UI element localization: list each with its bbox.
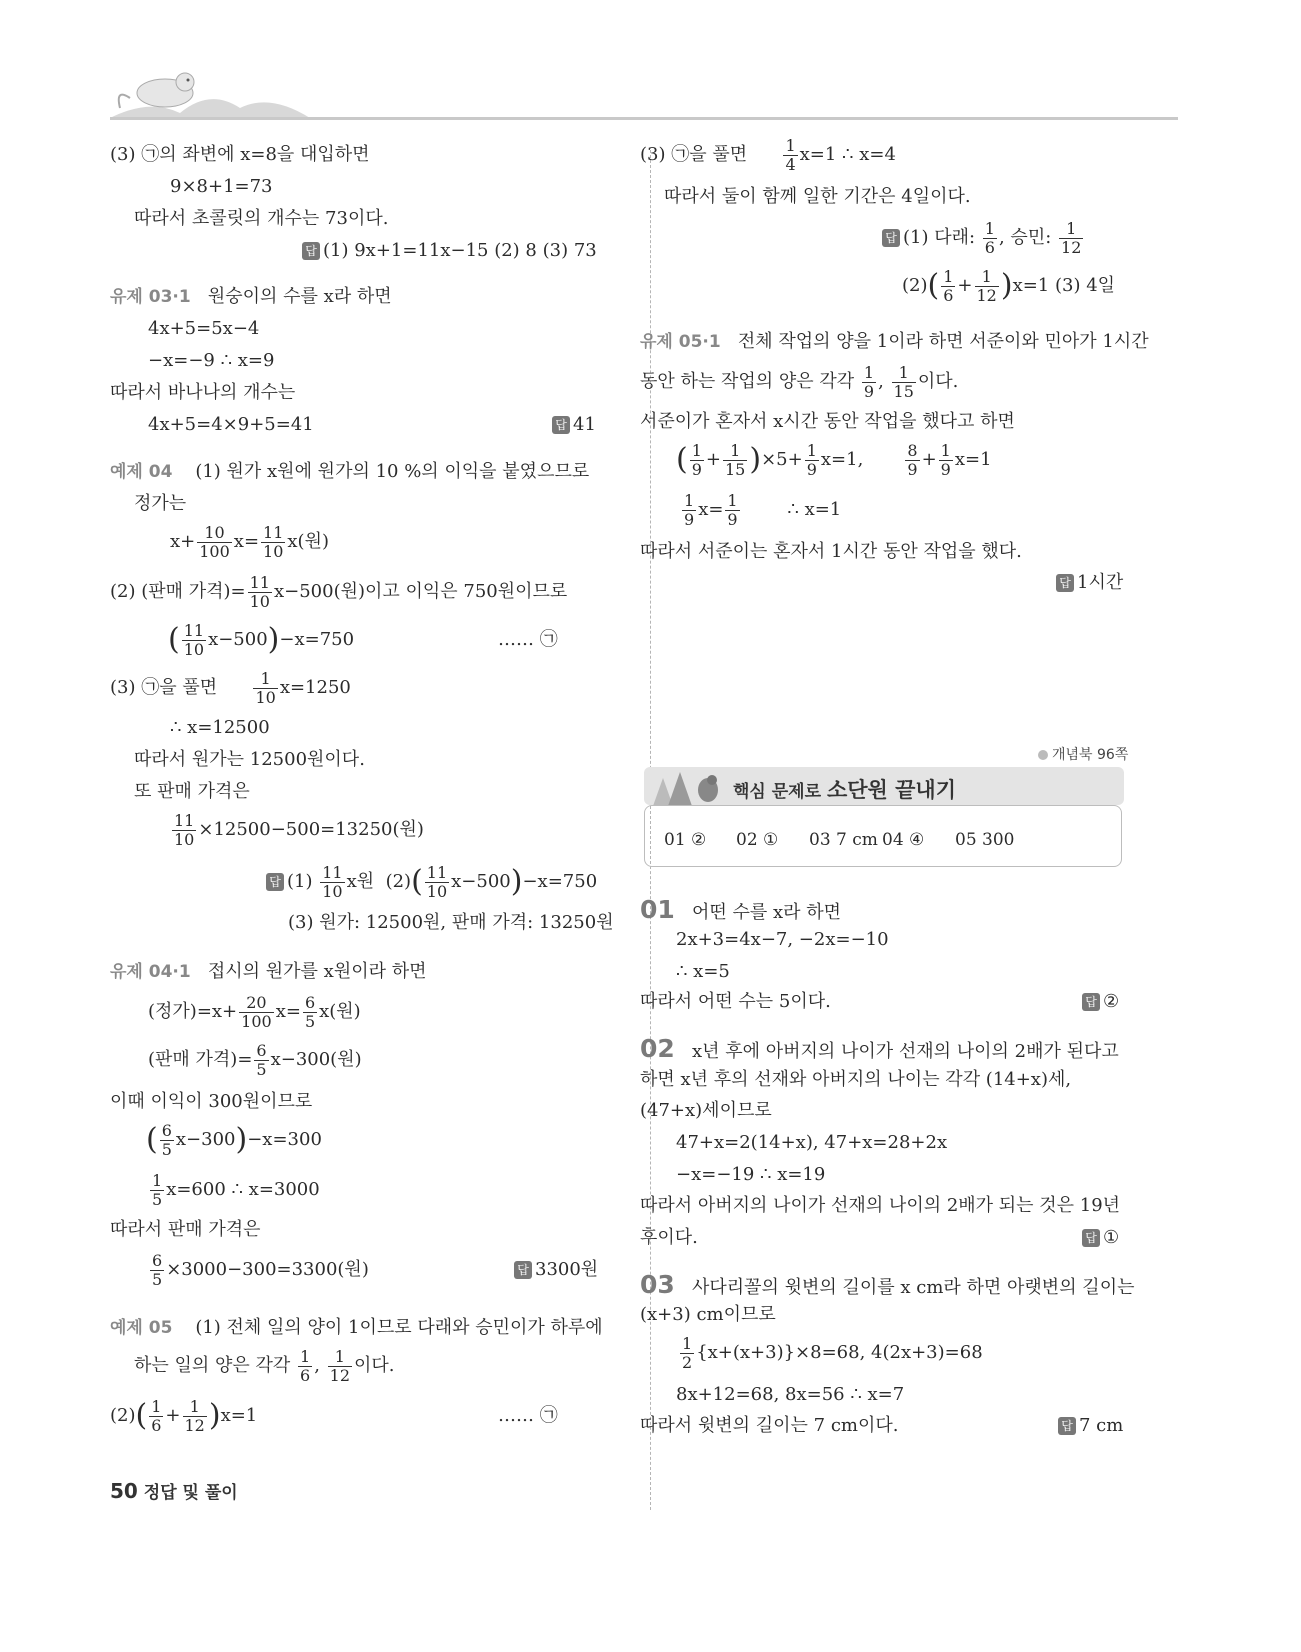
fraction: $\frac{1}{10}$ (255, 668, 276, 707)
text-line: 정가는 (134, 493, 187, 514)
answer-icon: 답 (514, 1261, 532, 1279)
fraction: $\frac{6}{5}$ (304, 992, 316, 1031)
answer-line: 답 7 cm (1058, 1414, 1123, 1438)
question-number: 03 (640, 1270, 675, 1299)
page-footer (110, 1478, 238, 1503)
text-line: 따라서 서준이는 혼자서 1시간 동안 작업을 했다. (640, 541, 1022, 562)
text-line: 따라서 원가는 12500원이다. (134, 749, 365, 770)
page-number: 50 (110, 1479, 138, 1503)
equation-line: $\frac{1}{2}$ {x+(x+3)}×8=68, 4(2x+3)=68 (682, 1333, 983, 1372)
equation-line: ( $\frac{1}{9}$ + $\frac{1}{15}$ )×5+ $\frac{1}{9}$ x=1, $\frac{8}{9}$ + $\frac{1}{9}$ x=1 (676, 440, 992, 479)
answer-line: 답 3300원 (514, 1258, 598, 1282)
text-line: 따라서 둘이 함께 일한 기간은 4일이다. (664, 186, 971, 207)
text-line: 따라서 바나나의 개수는 (110, 382, 296, 403)
equation-line: −x=−19 ∴ x=19 (676, 1164, 826, 1185)
fraction: $\frac{1}{2}$ (682, 1333, 693, 1372)
fraction: $\frac{1}{9}$ (863, 362, 875, 401)
text-line: 동안 하는 작업의 양은 각각 $\frac{1}{9}$ , $\frac{1}{15}$ 이다. (640, 362, 959, 401)
answer-icon: 답 (1058, 1417, 1076, 1435)
fraction: $\frac{1}{6}$ (984, 218, 995, 257)
answer-summary-item: 01 ② (664, 830, 707, 850)
answer-line: 답 (1) 다래: $\frac{1}{6}$ , 승민: $\frac{1}{12}$ (882, 218, 1085, 258)
equation-line: $\frac{1}{9}$ x= $\frac{1}{9}$ ∴ x=1 (684, 490, 842, 529)
text-line: (47+x)세이므로 (640, 1100, 772, 1121)
equation-line: (2) (판매 가격)= $\frac{11}{10}$ x−500(원)이고 이익은 750원이므로 (110, 572, 568, 611)
equation-line: −x=−9 ∴ x=9 (148, 350, 275, 371)
answer-line: (3) 원가: 12500원, 판매 가격: 13250원 (288, 912, 614, 933)
fraction: $\frac{1}{6}$ (300, 1346, 311, 1385)
question-number: 01 (640, 895, 675, 924)
equation-tag: …… ㉠ (498, 629, 558, 650)
footer-section: 정답 및 풀이 (143, 1483, 238, 1503)
fraction: $\frac{1}{5}$ (152, 1170, 163, 1209)
answer-summary-item: 03 7 cm (809, 830, 878, 850)
fraction: $\frac{11}{10}$ (426, 862, 448, 901)
fraction: $\frac{1}{12}$ (329, 1346, 351, 1385)
fraction: $\frac{1}{9}$ (691, 440, 702, 479)
fraction: $\frac{20}{100}$ (241, 992, 272, 1031)
fraction: $\frac{1}{12}$ (976, 266, 997, 305)
equation-line: (정가)=x+ $\frac{20}{100}$ x= $\frac{6}{5}$ x(원) (148, 992, 361, 1031)
equation-tag: …… ㉠ (498, 1405, 558, 1426)
equation-line: 9×8+1=73 (170, 176, 273, 197)
fraction: $\frac{1}{6}$ (151, 1396, 162, 1435)
text-line: 하면 x년 후의 선재와 아버지의 나이는 각각 (14+x)세, (640, 1069, 1072, 1090)
equation-line: (3) ㉠을 풀면 $\frac{1}{4}$ x=1 ∴ x=4 (640, 135, 896, 174)
text-line: 서준이가 혼자서 x시간 동안 작업을 했다고 하면 (640, 411, 1015, 432)
equation-line: 47+x=2(14+x), 47+x=28+2x (676, 1132, 948, 1153)
text-line: 후이다. (640, 1227, 698, 1248)
fraction: $\frac{11}{10}$ (174, 810, 195, 849)
answer-icon: 답 (1082, 993, 1100, 1011)
fraction: $\frac{8}{9}$ (907, 440, 918, 479)
problem-header: 유제 03·1 원숭이의 수를 x라 하면 (110, 286, 392, 307)
answer-summary-item: 02 ① (736, 830, 779, 850)
equation-line: (2)( $\frac{1}{6}$ + $\frac{1}{12}$ )x=1 (110, 1396, 258, 1435)
equation-line: 4x+5=5x−4 (148, 318, 260, 339)
fraction: $\frac{6}{5}$ (256, 1040, 267, 1079)
equation-line: ( $\frac{11}{10}$ x−500)−x=750 (168, 620, 355, 659)
fraction: $\frac{1}{15}$ (725, 440, 746, 479)
fraction: $\frac{1}{4}$ (785, 135, 796, 174)
problem-label: 유제 05·1 (640, 332, 721, 352)
text-line: 또 판매 가격은 (134, 781, 250, 802)
text-line: 따라서 초콜릿의 개수는 73이다. (134, 208, 389, 229)
text-line: 따라서 아버지의 나이가 선재의 나이의 2배가 되는 것은 19년 (640, 1195, 1121, 1216)
fraction: $\frac{1}{9}$ (727, 490, 738, 529)
equation-line: ∴ x=5 (676, 961, 730, 982)
answer-line: 답 ② (1082, 990, 1119, 1014)
fraction: $\frac{1}{15}$ (893, 362, 914, 401)
text-line: 이때 이익이 300원이므로 (110, 1091, 313, 1112)
answer-line: 답 1시간 (1056, 571, 1123, 595)
answer-icon: 답 (266, 873, 284, 891)
fraction: $\frac{10}{100}$ (199, 522, 230, 561)
bullet-icon (1038, 750, 1048, 760)
tree-bird-illustration (648, 770, 728, 806)
equation-line: (판매 가격)= $\frac{6}{5}$ x−300(원) (148, 1040, 362, 1079)
fraction: $\frac{11}{10}$ (183, 620, 205, 659)
concept-book-reference: 개념북 96쪽 (1038, 744, 1128, 764)
answer-line: (2)( $\frac{1}{6}$ + $\frac{1}{12}$ )x=1 (3) 4일 (902, 266, 1116, 305)
fraction: $\frac{11}{10}$ (249, 572, 270, 611)
question-header: 02 x년 후에 아버지의 나이가 선재의 나이의 2배가 된다고 (640, 1034, 1119, 1063)
equation-line: $\frac{6}{5}$ ×3000−300=3300(원) (152, 1250, 369, 1289)
answer-summary-item: 04 ④ (882, 830, 925, 850)
text-line: 하는 일의 양은 각각 $\frac{1}{6}$ , $\frac{1}{12}$ 이다. (134, 1346, 395, 1385)
problem-header: 유제 05·1 전체 작업의 양을 1이라 하면 서준이와 민아가 1시간 (640, 331, 1149, 352)
problem-label: 예제 05 (110, 1318, 173, 1338)
fraction: $\frac{1}{9}$ (806, 440, 817, 479)
question-header: 03 사다리꼴의 윗변의 길이를 x cm라 하면 아랫변의 길이는 (640, 1270, 1135, 1299)
answer-icon: 답 (302, 242, 320, 260)
text-line: (3) ㉠의 좌변에 x=8을 대입하면 (110, 144, 370, 165)
equation-line: 2x+3=4x−7, −2x=−10 (676, 929, 889, 950)
answer-line: 답 (1) $\frac{11}{10}$ x원 (2)( $\frac{11}{10}$ x−500)−x=750 (266, 862, 597, 902)
header-rule (110, 117, 1178, 120)
problem-header: 예제 05 (1) 전체 일의 양이 1이므로 다래와 승민이가 하루에 (110, 1317, 603, 1338)
equation-line: 8x+12=68, 8x=56 ∴ x=7 (676, 1384, 905, 1405)
answer-line: 답 (1) 9x+1=11x−15 (2) 8 (3) 73 (302, 239, 597, 263)
header-seal-illustration (110, 68, 310, 120)
text-line: (x+3) cm이므로 (640, 1304, 776, 1325)
problem-header: 예제 04 (1) 원가 x원에 원가의 10 %의 이익을 붙였으므로 (110, 461, 590, 482)
fraction: $\frac{1}{12}$ (1061, 218, 1082, 257)
fraction: $\frac{1}{9}$ (684, 490, 695, 529)
equation-line: x+ $\frac{10}{100}$ x= $\frac{11}{10}$ x(원) (170, 522, 329, 561)
answer-icon: 답 (882, 229, 900, 247)
answer-line: 답 41 (552, 413, 596, 437)
answer-summary-item: 05 300 (955, 830, 1015, 850)
text-line: 따라서 판매 가격은 (110, 1219, 261, 1240)
problem-label: 유제 04·1 (110, 962, 191, 982)
fraction: $\frac{6}{5}$ (152, 1250, 163, 1289)
fraction: $\frac{11}{10}$ (322, 862, 343, 901)
equation-line: 4x+5=4×9+5=41 (148, 414, 314, 435)
question-number: 02 (640, 1034, 675, 1063)
answer-icon: 답 (1082, 1229, 1100, 1247)
answer-icon: 답 (552, 416, 570, 434)
equation-line: $\frac{11}{10}$ ×12500−500=13250(원) (174, 810, 424, 849)
fraction: $\frac{6}{5}$ (161, 1120, 172, 1159)
text-line: 따라서 윗변의 길이는 7 cm이다. (640, 1415, 899, 1436)
problem-header: 유제 04·1 접시의 원가를 x원이라 하면 (110, 961, 427, 982)
equation-line: ( $\frac{6}{5}$ x−300)−x=300 (146, 1120, 322, 1159)
answer-icon: 답 (1056, 574, 1074, 592)
problem-label: 예제 04 (110, 462, 173, 482)
answer-line: 답 ① (1082, 1226, 1119, 1250)
equation-line: ∴ x=12500 (170, 717, 270, 738)
equation-line: $\frac{1}{5}$ x=600 ∴ x=3000 (152, 1170, 320, 1209)
banner-title: 핵심 문제로 소단원 끝내기 (733, 778, 956, 802)
fraction: $\frac{1}{9}$ (940, 440, 951, 479)
fraction: $\frac{1}{6}$ (943, 266, 954, 305)
text-line: 따라서 어떤 수는 5이다. (640, 991, 831, 1012)
equation-line: (3) ㉠을 풀면 $\frac{1}{10}$ x=1250 (110, 668, 351, 707)
question-header: 01 어떤 수를 x라 하면 (640, 895, 842, 924)
fraction: $\frac{1}{12}$ (184, 1396, 205, 1435)
problem-label: 유제 03·1 (110, 287, 191, 307)
fraction: $\frac{11}{10}$ (263, 522, 284, 561)
